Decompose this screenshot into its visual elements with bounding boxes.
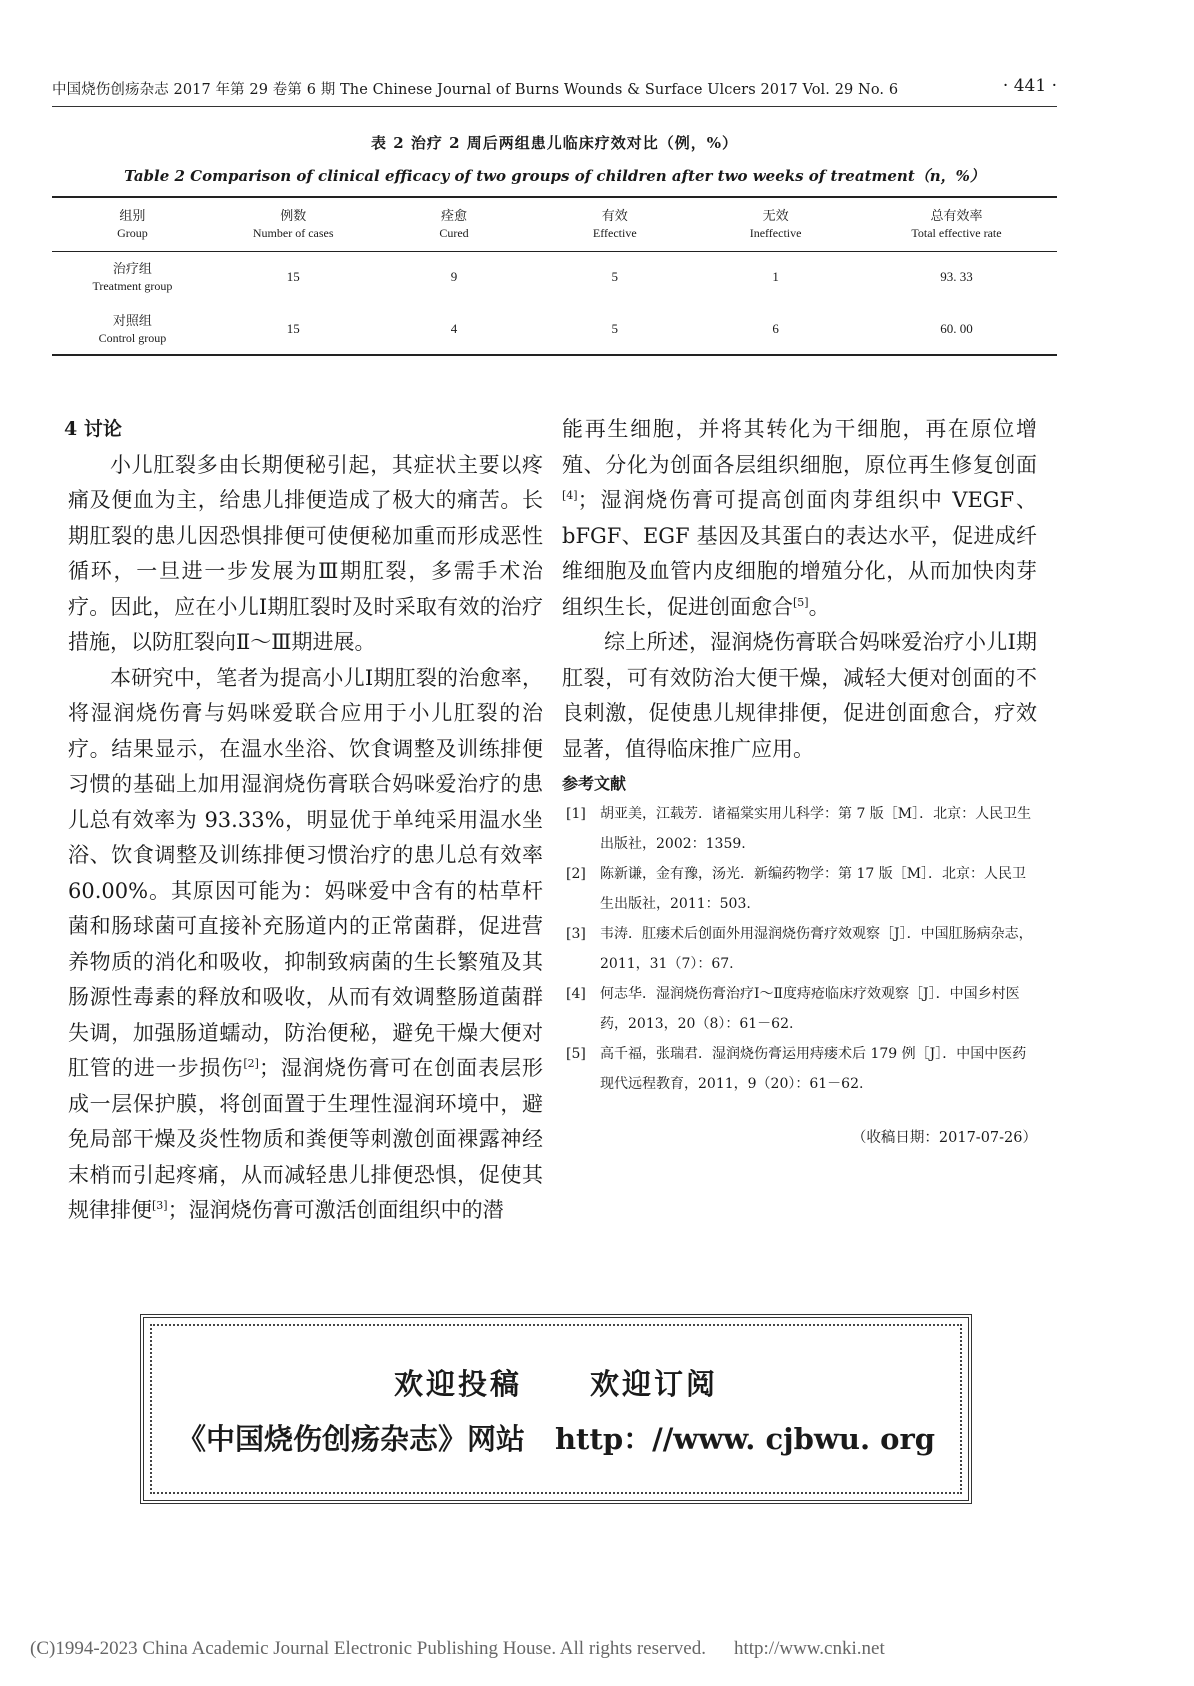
right-column — [562, 412, 1037, 1153]
copyright-text: (C)1994-2023 China Academic Journal Electronic Publishing House. All rights reserved. — [30, 1638, 706, 1659]
cnki-link[interactable]: http://www.cnki.net — [733, 1638, 885, 1659]
cell-cases: 15 — [286, 320, 300, 336]
received-date: （收稿日期：2017-07-26） — [851, 1130, 1037, 1146]
journal-advertisement-box — [140, 1314, 972, 1504]
ad-welcome-line — [144, 1362, 968, 1403]
cell-rate: 60. 00 — [940, 320, 973, 336]
table-row — [52, 251, 1057, 303]
ad-subscribe-text: 欢迎订阅 — [590, 1367, 719, 1401]
references-title: 参考文献 — [562, 774, 627, 793]
copyright-footer — [30, 1638, 885, 1660]
running-header — [52, 72, 1057, 100]
citation-3: [3] — [152, 1199, 168, 1212]
reference-list — [562, 799, 1037, 1099]
reference-item: [4] 何志华．湿润烧伤膏治疗Ⅰ～Ⅱ度痔疮临床疗效观察［J］．中国乡村医药，2013，20（8）：61－62. — [566, 986, 1020, 1032]
cell-cured: 9 — [450, 269, 458, 285]
col-effective: 有效 Effective — [592, 208, 637, 241]
citation-2: [2] — [243, 1057, 259, 1070]
ad-site-label: 《中国烧伤创疡杂志》网站 — [176, 1422, 525, 1456]
cell-group: 对照组 Control group — [98, 312, 167, 345]
cell-group: 治疗组 Treatment group — [92, 261, 173, 294]
cell-effective: 5 — [611, 320, 619, 336]
citation-5: [5] — [793, 595, 809, 609]
discussion-paragraph-2: 本研究中，笔者为提高小儿Ⅰ期肛裂的治愈率，将湿润烧伤膏与妈咪爱联合应用于小儿肛裂的治疗。结果显示，在温水坐浴、饮食调整及训练排便习惯的基础上加用湿润烧伤膏联合妈咪爱治疗的患儿总有效率为 93.33%，明显优于单纯采用温水坐浴、饮食调整及训练排便习惯治疗的患儿总有效率 60.00%。其原因可能为：妈咪爱中含有的枯草杆菌和肠球菌可直接补充肠道内的正常菌群，促进营养物质的消化和吸收，抑制致病菌的生长繁殖及其肠源性毒素的释放和吸收，从而有效调整肠道菌群失调，加强肠道蠕动，防治便秘，避免干燥大便对肛管的进一步损伤[2]；湿润烧伤膏可在创面表层形成一层保护膜，将创面置于生理性湿润环境中，避免局部干燥及炎性物质和粪便等刺激创面裸露神经末梢而引起疼痛，从而减轻患儿排便恐惧，促使其规律排便[3]；湿润烧伤膏可激活创面组织中的潜 — [68, 665, 544, 1222]
reference-item: [3] 韦涛．肛瘘术后创面外用湿润烧伤膏疗效观察［J］．中国肛肠病杂志，2011，31（7）：67. — [566, 926, 1033, 972]
table-row — [52, 303, 1057, 355]
ad-url-link[interactable]: http：//www. cjbwu. org — [554, 1422, 936, 1456]
running-title: 中国烧伤创疡杂志 2017 年第 29 卷第 6 期 The Chinese Journal of Burns Wounds & Surface Ulcers 2017 Vol. 29 No. 6 — [52, 82, 899, 98]
reference-item: [5] 高千福，张瑞君．湿润烧伤膏运用痔瘘术后 179 例［J］．中国中医药现代远程教育，2011，9（20）：61－62. — [566, 1046, 1027, 1092]
reference-item: [1] 胡亚美，江载芳．诸福棠实用儿科学：第 7 版［M］．北京：人民卫生出版社，2002：1359. — [566, 806, 1032, 852]
page-number: · 441 · — [1002, 76, 1057, 96]
table-caption-en: Table 2 Comparison of clinical efficacy of two groups of children after two weeks of treatment（n，%） — [124, 167, 985, 185]
reference-item: [2] 陈新谦，金有豫，汤光．新编药物学：第 17 版［M］．北京：人民卫生出版社，2011：503. — [566, 866, 1027, 912]
col-total-rate: 总有效率 Total effective rate — [911, 208, 1002, 241]
cell-ineffective: 1 — [772, 269, 779, 285]
header-rule — [52, 106, 1057, 107]
cell-rate: 93. 33 — [940, 269, 973, 285]
table-caption-zh: 表 2 治疗 2 周后两组患儿临床疗效对比（例，%） — [370, 134, 739, 152]
cell-ineffective: 6 — [772, 320, 779, 336]
cell-effective: 5 — [611, 269, 619, 285]
cell-cured: 4 — [450, 320, 458, 336]
citation-4: [4] — [562, 489, 578, 502]
efficacy-table — [52, 196, 1057, 356]
col-ineffective: 无效 Ineffective — [749, 208, 802, 241]
section-heading: 4 讨论 — [64, 418, 122, 440]
left-column — [64, 412, 544, 1229]
cell-cases: 15 — [286, 269, 300, 285]
discussion-paragraph-1: 小儿肛裂多由长期便秘引起，其症状主要以疼痛及便血为主，给患儿排便造成了极大的痛苦。长期肛裂的患儿因恐惧排便可使便秘加重而形成恶性循环，一旦进一步发展为Ⅲ期肛裂，多需手术治疗。因此，应在小儿Ⅰ期肛裂时及时采取有效的治疗措施，以防肛裂向Ⅱ～Ⅲ期进展。 — [68, 452, 543, 654]
col-group: 组别 Group — [117, 208, 148, 241]
conclusion-paragraph: 综上所述，湿润烧伤膏联合妈咪爱治疗小儿Ⅰ期肛裂，可有效防治大便干燥，减轻大便对创面的不良刺激，促使患儿规律排便，促进创面愈合，疗效显著，值得临床推广应用。 — [562, 630, 1037, 761]
col-cured: 痊愈 Cured — [439, 208, 469, 241]
ad-website-line — [144, 1417, 968, 1458]
col-cases: 例数 Number of cases — [252, 208, 334, 241]
table-header-row — [52, 197, 1057, 251]
discussion-paragraph-2-continued: 能再生细胞，并将其转化为干细胞，再在原位增殖、分化为创面各层组织细胞，原位再生修复创面[4]；湿润烧伤膏可提高创面肉芽组织中 VEGF、bFGF、EGF 基因及其蛋白的表达水平，促进成纤维细胞及血管内皮细胞的增殖分化，从而加快肉芽组织生长，促进创面愈合[5]。 — [562, 417, 1037, 619]
ad-submit-text: 欢迎投稿 — [393, 1367, 522, 1401]
